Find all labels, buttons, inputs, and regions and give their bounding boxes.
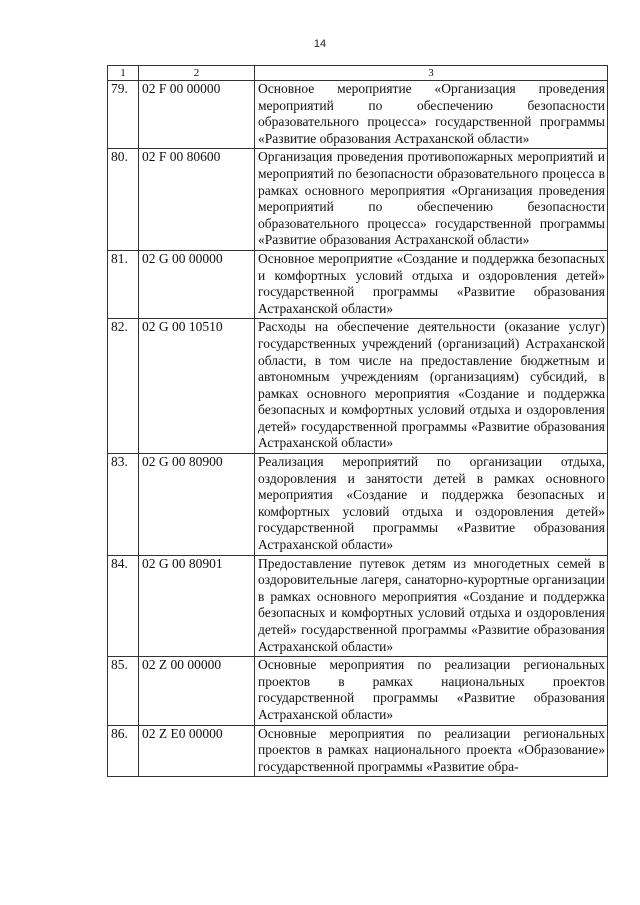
row-code: 02 G 00 80900 <box>139 454 255 556</box>
table-body <box>108 81 608 777</box>
table-header <box>108 66 608 81</box>
row-description: Основные мероприятия по реализации региональных проектов в рамках национальных проектов государственной программы «Развитие образования Астраханской области» <box>255 657 608 725</box>
table-row <box>108 81 608 149</box>
row-number: 81. <box>108 250 139 318</box>
row-code: 02 F 00 80600 <box>139 149 255 251</box>
row-description: Организация проведения противопожарных мероприятий и мероприятий по безопасности образовательного процесса в рамках основного мероприятия «Организация проведения мероприятий по обеспечению безопасности образовательного процесса» государственной программы «Развитие образования Астраханской области» <box>255 149 608 251</box>
row-number: 84. <box>108 555 139 657</box>
row-number: 86. <box>108 725 139 777</box>
header-row <box>108 66 608 81</box>
row-number: 82. <box>108 319 139 454</box>
table-row <box>108 149 608 251</box>
header-col-3: 3 <box>255 66 608 81</box>
row-description: Расходы на обеспечение деятельности (оказание услуг) государственных учреждений (организаций) Астраханской области, в том числе на предоставление бюджетным и автономным учреждениям (организациям) субсидий, в рамках основного мероприятия «Создание и поддержка безопасных и комфортных условий отдыха и оздоровления детей» государственной программы «Развитие образования Астраханской области» <box>255 319 608 454</box>
budget-codes-table <box>107 65 608 777</box>
row-description: Основное мероприятие «Организация проведения мероприятий по обеспечению безопасности образовательного процесса» государственной программы «Развитие образования Астраханской области» <box>255 81 608 149</box>
row-code: 02 G 00 10510 <box>139 319 255 454</box>
row-code: 02 G 00 80901 <box>139 555 255 657</box>
header-col-1: 1 <box>108 66 139 81</box>
row-description: Основное мероприятие «Создание и поддержка безопасных и комфортных условий отдыха и оздоровления детей» государственной программы «Развитие образования Астраханской области» <box>255 250 608 318</box>
page-number: 14 <box>313 38 327 50</box>
row-code: 02 Z 00 00000 <box>139 657 255 725</box>
table-row <box>108 555 608 657</box>
row-description: Реализация мероприятий по организации отдыха, оздоровления и занятости детей в рамках основного мероприятия «Создание и поддержка безопасных и комфортных условий отдыха и оздоровления детей» государственной программы «Развитие образования Астраханской области» <box>255 454 608 556</box>
row-number: 79. <box>108 81 139 149</box>
row-code: 02 F 00 00000 <box>139 81 255 149</box>
row-number: 83. <box>108 454 139 556</box>
table-row <box>108 454 608 556</box>
row-code: 02 Z E0 00000 <box>139 725 255 777</box>
row-number: 80. <box>108 149 139 251</box>
table-row <box>108 319 608 454</box>
table-row <box>108 657 608 725</box>
row-description: Основные мероприятия по реализации региональных проектов в рамках национального проекта «Образование» государственной программы «Развитие обра- <box>255 725 608 777</box>
row-number: 85. <box>108 657 139 725</box>
row-description: Предоставление путевок детям из многодетных семей в оздоровительные лагеря, санаторно-курортные организации в рамках основного мероприятия «Создание и поддержка безопасных и комфортных условий отдыха и оздоровления детей» государственной программы «Развитие образования Астраханской области» <box>255 555 608 657</box>
row-code: 02 G 00 00000 <box>139 250 255 318</box>
table-row <box>108 725 608 777</box>
table-row <box>108 250 608 318</box>
header-col-2: 2 <box>139 66 255 81</box>
